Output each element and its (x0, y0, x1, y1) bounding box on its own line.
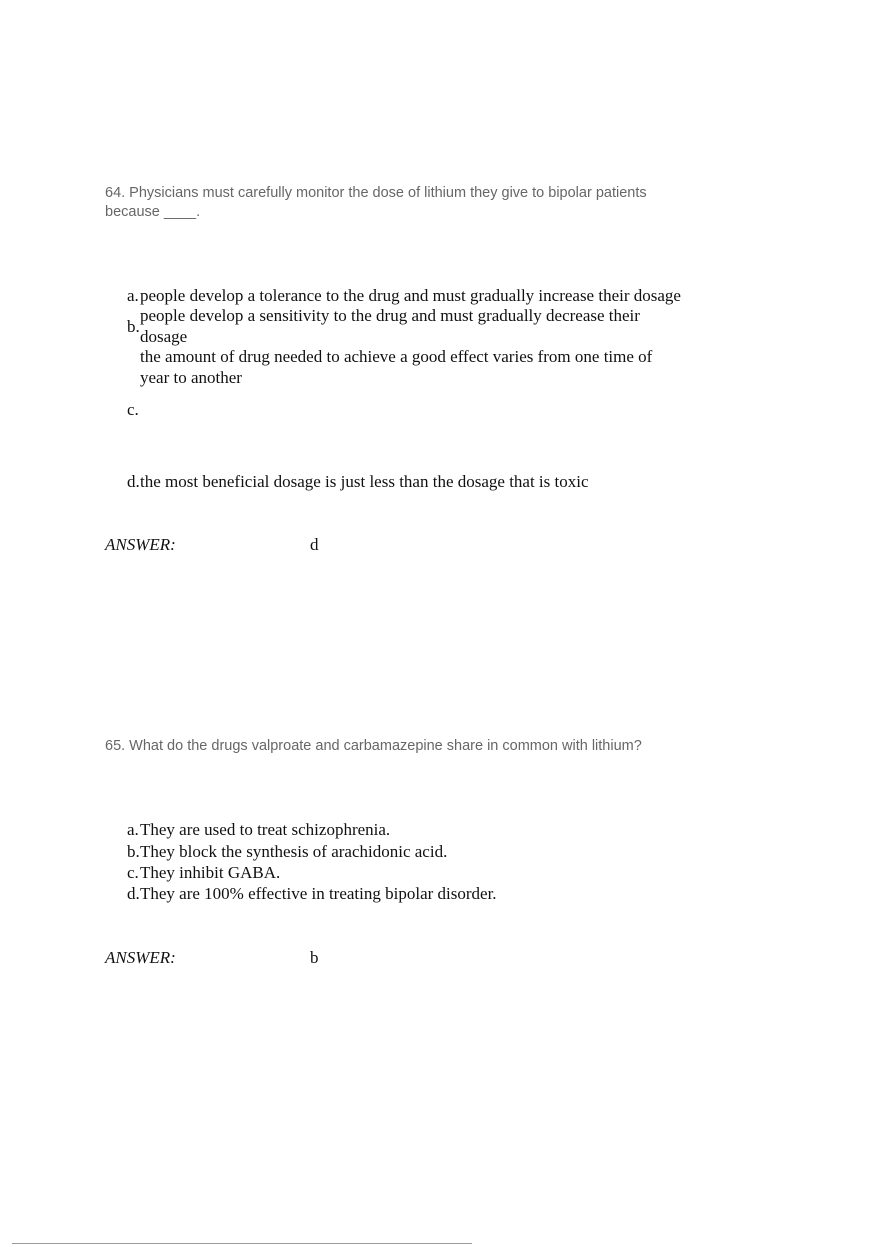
question-64-stem: 64. Physicians must carefully monitor the dose of lithium they give to bipolar patients because ____. (105, 185, 647, 220)
q64-option-a-letter: a. (127, 286, 139, 305)
q65-option-c-text: They inhibit GABA. (140, 863, 281, 882)
q64-option-b-letter: b. (127, 317, 140, 336)
q65-option-b-letter: b. (127, 842, 140, 861)
q64-option-c-letter: c. (127, 400, 139, 419)
q64-option-c-text: the amount of drug needed to achieve a good effect varies from one time of (140, 347, 653, 366)
q65-answer-label: ANSWER: (105, 948, 176, 967)
q64-option-d-letter: d. (127, 472, 140, 491)
q65-option-d-text: They are 100% effective in treating bipolar disorder. (140, 884, 497, 903)
q64-option-d-text: the most beneficial dosage is just less than the dosage that is toxic (140, 472, 589, 491)
q65-option-a-letter: a. (127, 820, 139, 839)
q65-option-d-letter: d. (127, 884, 140, 903)
q65-option-a-text: They are used to treat schizophrenia. (140, 820, 391, 839)
q64-option-c-text-cont: year to another (140, 368, 242, 387)
q65-answer-value: b (310, 948, 319, 967)
q64-option-b-text-cont: dosage (140, 327, 188, 346)
q64-answer-label: ANSWER: (105, 535, 176, 554)
q64-option-a-text: people develop a tolerance to the drug and must gradually increase their dosage (140, 286, 681, 305)
footer-divider (12, 1243, 472, 1244)
q65-option-b-text: They block the synthesis of arachidonic acid. (140, 842, 448, 861)
question-65-stem: 65. What do the drugs valproate and carbamazepine share in common with lithium? (105, 738, 642, 754)
q64-option-b-text: people develop a sensitivity to the drug and must gradually decrease their (140, 306, 640, 325)
q65-option-c-letter: c. (127, 863, 139, 882)
q64-answer-value: d (310, 535, 319, 554)
